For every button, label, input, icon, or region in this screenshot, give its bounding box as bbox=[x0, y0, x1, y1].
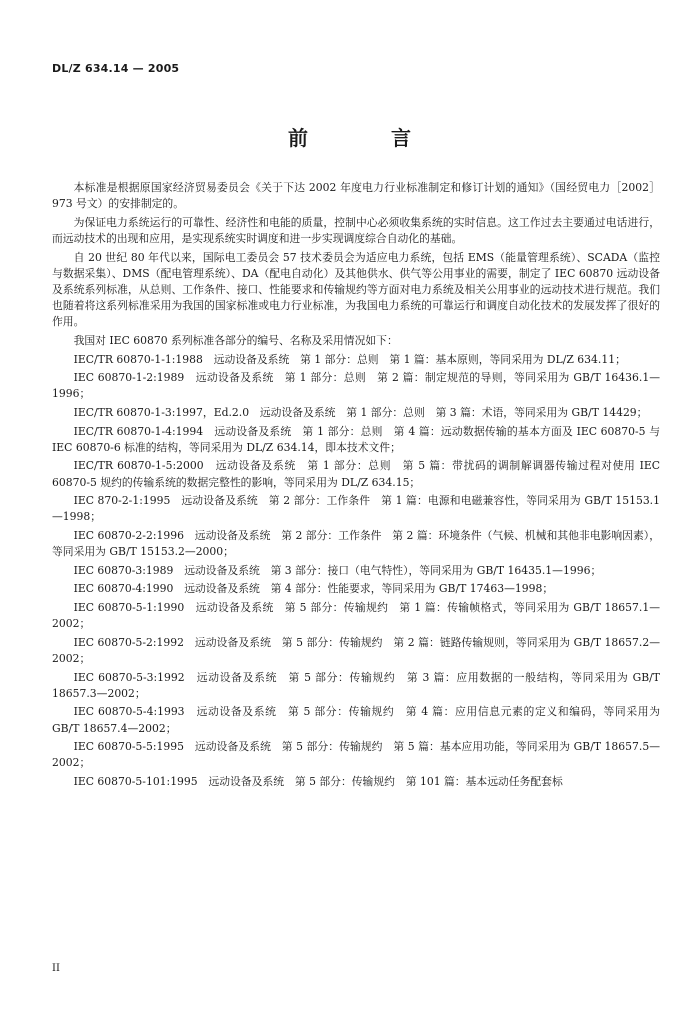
page-number: II bbox=[52, 963, 60, 974]
standard-entry: IEC/TR 60870-1-4:1994 远动设备及系统 第 1 部分：总则 第 4 篇：远动数据传输的基本方面及 IEC 60870-5 与 IEC 60870-6 标准的结构，等同采用为 DL/Z 634.14，即本技术文件； bbox=[52, 424, 660, 454]
paragraph: 为保证电力系统运行的可靠性、经济性和电能的质量，控制中心必须收集系统的实时信息。这工作过去主要通过电话进行，而远动技术的出现和应用，是实现系统实时调度和进一步实现调度综合自动化的基础。 bbox=[52, 215, 660, 245]
standard-entry: IEC 60870-5-101:1995 远动设备及系统 第 5 部分：传输规约 第 101 篇：基本远动任务配套标 bbox=[73, 774, 563, 788]
standard-entry: IEC 60870-4:1990 远动设备及系统 第 4 部分：性能要求，等同采用为 GB/T 17463—1998； bbox=[73, 582, 554, 596]
paragraph: 本标准是根据原国家经济贸易委员会《关于下达 2002 年度电力行业标准制定和修订计划的通知》（国经贸电力［2002］973 号文）的安排制定的。 bbox=[52, 181, 660, 211]
standard-entry: IEC 870-2-1:1995 远动设备及系统 第 2 部分：工作条件 第 1 篇：电源和电磁兼容性，等同采用为 GB/T 15153.1—1998； bbox=[52, 494, 660, 524]
standard-entry: IEC/TR 60870-1-3:1997，Ed.2.0 远动设备及系统 第 1 部分：总则 第 3 篇：术语，等同采用为 GB/T 14429； bbox=[73, 405, 648, 419]
standard-entry: IEC/TR 60870-1-5:2000 远动设备及系统 第 1 部分：总则 第 5 篇：带扰码的调制解调器传输过程对使用 IEC 60870-5 规约的传输系统的数据完整性的影响，等同采用为 DL/Z 634.15； bbox=[52, 459, 660, 489]
document-code: DL/Z 634.14 — 2005 bbox=[52, 62, 180, 75]
standard-entry: IEC 60870-5-3:1992 远动设备及系统 第 5 部分：传输规约 第 3 篇：应用数据的一般结构，等同采用为 GB/T 18657.3—2002； bbox=[52, 670, 660, 700]
standard-entry: IEC 60870-3:1989 远动设备及系统 第 3 部分：接口（电气特性），等同采用为 GB/T 16435.1—1996； bbox=[73, 563, 602, 577]
standard-entry: IEC 60870-2-2:1996 远动设备及系统 第 2 部分：工作条件 第 2 篇：环境条件（气候、机械和其他非电影响因素），等同采用为 GB/T 15153.2—2000； bbox=[52, 528, 660, 559]
standard-entry: IEC 60870-5-5:1995 远动设备及系统 第 5 部分：传输规约 第 5 篇：基本应用功能，等同采用为 GB/T 18657.5—2002； bbox=[52, 740, 660, 770]
standard-entry: IEC 60870-5-1:1990 远动设备及系统 第 5 部分：传输规约 第 1 篇：传输帧格式，等同采用为 GB/T 18657.1—2002； bbox=[52, 600, 660, 631]
standard-entry: IEC 60870-5-2:1992 远动设备及系统 第 5 部分：传输规约 第 2 篇：链路传输规则，等同采用为 GB/T 18657.2—2002； bbox=[52, 635, 660, 665]
paragraph: 我国对 IEC 60870 系列标准各部分的编号、名称及采用情况如下： bbox=[73, 334, 398, 347]
body-text bbox=[52, 180, 660, 793]
standard-entry: IEC 60870-5-4:1993 远动设备及系统 第 5 部分：传输规约 第 4 篇：应用信息元素的定义和编码，等同采用为 GB/T 18657.4—2002； bbox=[52, 705, 660, 735]
standard-entry: IEC 60870-1-2:1989 远动设备及系统 第 1 部分：总则 第 2 篇：制定规范的导则，等同采用为 GB/T 16436.1—1996； bbox=[52, 371, 660, 401]
page-title: 前 言 bbox=[288, 126, 449, 150]
paragraph: 自 20 世纪 80 年代以来，国际电工委员会 57 技术委员会为适应电力系统，包括 EMS（能量管理系统）、SCADA（监控与数据采集）、DMS（配电管理系统）、DA（配电自动化）及其他供水、供气等公用事业的需要，制定了 IEC 60870 远动设备及系统系列标准，从总则、工作条件、接口、性能要求和传输规约等方面对电力系统及相关公用事业的远动技术进行规范。我们也随着将这系列标准采用为我国的国家标准或电力行业标准，为我国电力系统的可靠运行和调度自动化技术的发展发挥了很好的作用。 bbox=[52, 250, 660, 329]
standard-entry: IEC/TR 60870-1-1:1988 远动设备及系统 第 1 部分：总则 第 1 篇：基本原则，等同采用为 DL/Z 634.11； bbox=[73, 352, 626, 366]
